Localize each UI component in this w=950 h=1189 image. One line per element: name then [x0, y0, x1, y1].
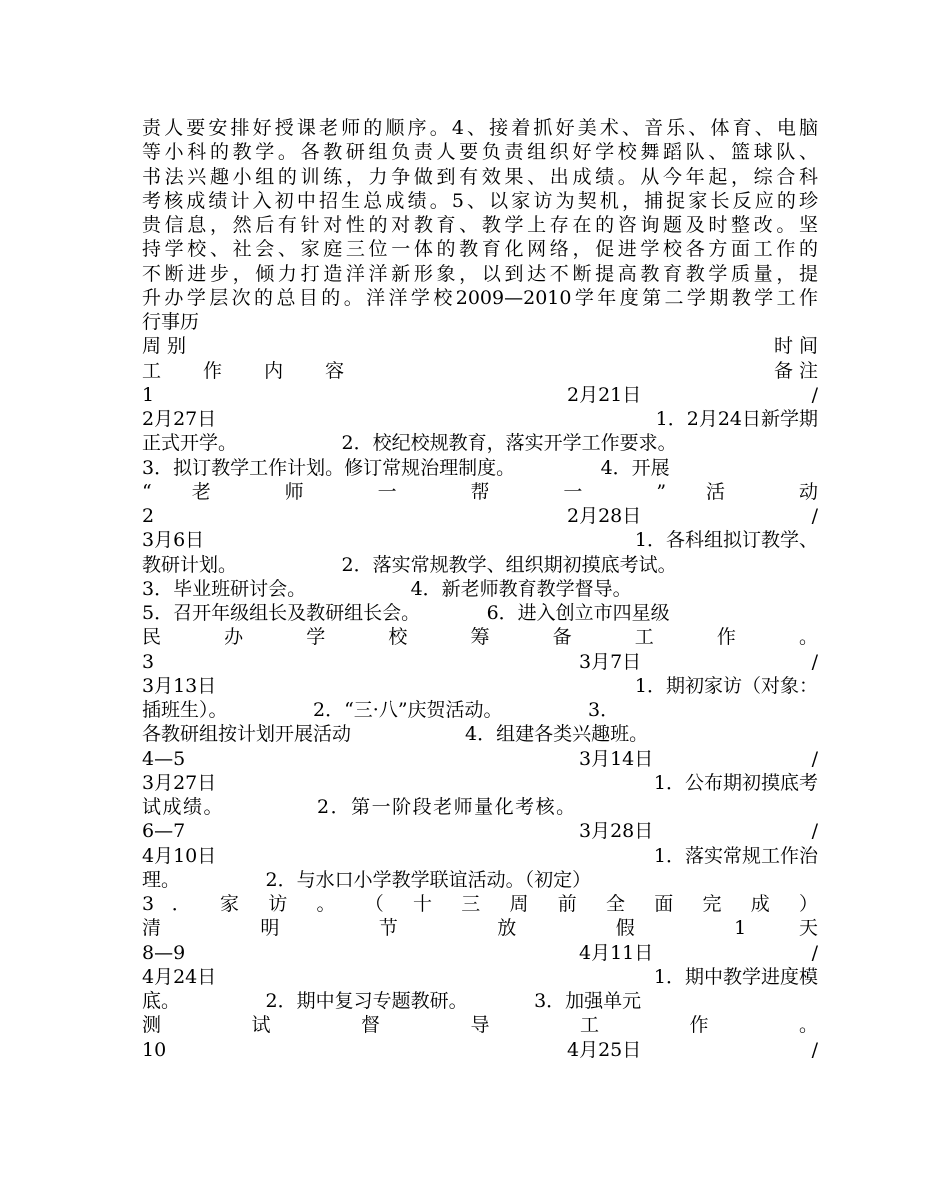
date-separator: / [811, 650, 818, 673]
paragraph-line: 持学校、社会、家庭三位一体的教育化网络，促进学校各方面工作的 [142, 238, 818, 261]
task-line: 5．召开年级组长及教研组长会。 6．进入创立市四星级 [142, 602, 670, 624]
week-end-date: 4月24日 [142, 965, 217, 988]
week-number: 2 [142, 505, 155, 527]
week-start-date: 4月25日 [567, 1038, 642, 1061]
paragraph-line: 升办学层次的总目的。洋洋学校2009—2010学年度第二学期教学工作 [142, 286, 818, 309]
week-end-row [142, 844, 818, 868]
paragraph-line: 不断进步，倾力打造洋洋新形象，以到达不断提高教育教学质量，提 [142, 262, 818, 285]
paragraph-line: 贵信息，然后有针对性的对教育、教学上存在的咨询题及时整改。坚 [142, 214, 818, 236]
task-line: 3．毕业班研讨会。 4．新老师教育教学督导。 [142, 577, 632, 600]
week-end-date: 3月13日 [142, 674, 217, 697]
task-text: 1．期中教学进度模 [653, 965, 818, 988]
task-line: 3．拟订教学工作计划。修订常规治理制度。 4．开展 [142, 456, 670, 479]
task-text: 1．各科组拟订教学、 [634, 529, 818, 552]
week-number: 3 [142, 650, 155, 673]
task-line: 民 办 学 校 筹 备 工 作 。 [142, 626, 818, 649]
date-separator: / [811, 747, 818, 770]
week-start-date: 3月14日 [579, 747, 654, 770]
paragraph-line: 考核成绩计入初中招生总成绩。5、以家访为契机，捕捉家长反应的珍 [142, 189, 818, 212]
header-week: 周 别 [142, 335, 187, 358]
week-number: 10 [142, 1038, 167, 1061]
task-line: 试成绩。 2．第一阶段老师量化考核。 [142, 796, 577, 818]
week-row [142, 747, 818, 771]
schedule-title-tail: 行事历 [142, 311, 200, 333]
date-separator: / [811, 383, 818, 406]
task-text: 1．公布期初摸底考 [653, 771, 818, 794]
week-end-date: 4月10日 [142, 844, 217, 867]
header-note: 备 注 [773, 359, 818, 382]
week-end-row [142, 528, 818, 552]
week-row [142, 941, 818, 965]
date-separator: / [811, 941, 818, 964]
week-row [142, 1038, 818, 1062]
week-end-date: 3月27日 [142, 771, 217, 794]
task-line: 清 明 节 放 假 1 天 [142, 917, 818, 940]
task-line: “ 老 师 一 帮 一 ” 活 动 [142, 480, 818, 503]
week-number: 4—5 [142, 747, 186, 770]
document-text [142, 116, 818, 1062]
paragraph-line: 书法兴趣小组的训练，力争做到有效果、出成绩。从今年起，综合科 [142, 165, 818, 188]
date-separator: / [811, 1038, 818, 1061]
task-text: 1．期初家访（对象： [634, 674, 818, 697]
week-row [142, 819, 818, 843]
week-number: 1 [142, 383, 155, 406]
paragraph-line: 责人要安排好授课老师的顺序。4、接着抓好美术、音乐、体育、电脑 [142, 117, 818, 139]
header-content: 工 作 内 容 [142, 359, 345, 382]
week-start-date: 2月21日 [567, 383, 642, 406]
task-line: 插班生）。 2．“三·八”庆贺活动。 3． [142, 699, 620, 721]
task-line: 底。 2．期中复习专题教研。 3．加强单元 [142, 990, 642, 1012]
date-separator: / [811, 505, 818, 527]
task-line: 测 试 督 导 工 作 。 [142, 1014, 818, 1037]
task-text: 1．2月24日新学期 [655, 408, 818, 430]
week-end-row [142, 965, 818, 989]
week-end-date: 2月27日 [142, 408, 217, 430]
week-row [142, 383, 818, 407]
week-end-date: 3月6日 [142, 529, 205, 552]
header-row-2 [142, 359, 818, 383]
week-end-row [142, 771, 818, 795]
week-row [142, 650, 818, 674]
week-start-date: 2月28日 [567, 505, 642, 527]
header-time: 时 间 [773, 335, 818, 358]
week-number: 8—9 [142, 941, 186, 964]
paragraph-line: 等小科的教学。各教研组负责人要负责组织好学校舞蹈队、篮球队、 [142, 141, 818, 164]
task-line: 各教研组按计划开展活动 4．组建各类兴趣班。 [142, 723, 649, 746]
week-start-date: 3月28日 [579, 820, 654, 843]
task-line: 教研计划。 2．落实常规教学、组织期初摸底考试。 [142, 553, 677, 576]
task-line: 正式开学。 2．校纪校规教育，落实开学工作要求。 [142, 432, 677, 455]
date-separator: / [811, 820, 818, 843]
task-text: 1．落实常规工作治 [653, 844, 818, 867]
week-end-row [142, 407, 818, 431]
header-row-1 [142, 334, 818, 358]
task-line: 理。 2．与水口小学教学联谊活动。（初定） [142, 868, 592, 891]
week-row [142, 504, 818, 528]
week-start-date: 3月7日 [579, 650, 642, 673]
week-end-row [142, 674, 818, 698]
week-start-date: 4月11日 [579, 941, 654, 964]
week-number: 6—7 [142, 820, 186, 843]
task-line: 3 ． 家 访 。 （ 十 三 周 前 全 面 完 成 ） [142, 893, 818, 915]
